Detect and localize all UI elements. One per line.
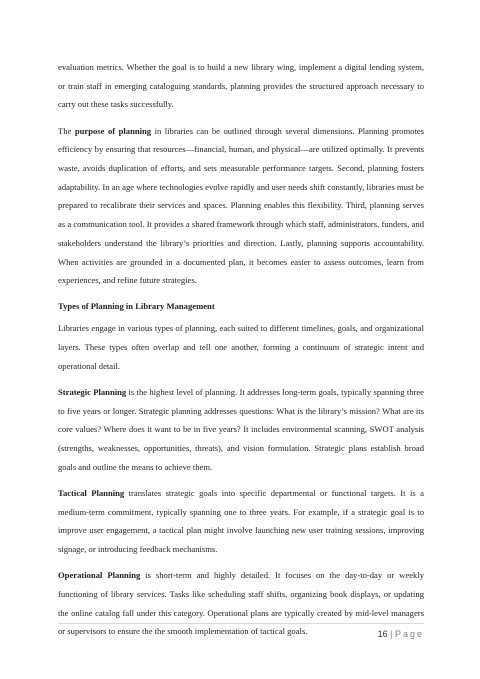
page-separator: | (390, 629, 393, 639)
paragraph-text: evaluation metrics. Whether the goal is to build a new library wing, implement a digital lending system, or train staff in emerging cataloguing standards, planning provides the structured approach necessary to carry out these tasks successfully. (58, 62, 424, 110)
page-number: 16 (377, 629, 388, 639)
paragraph-evaluation (58, 58, 424, 114)
bold-term: Tactical Planning (58, 488, 125, 499)
page-footer (58, 623, 424, 646)
bold-term: Strategic Planning (58, 387, 127, 398)
paragraph-purpose (58, 122, 424, 290)
page-number-label (378, 629, 424, 639)
paragraph-pre: The (58, 125, 75, 136)
paragraph-intro: Libraries engage in various types of planning, each suited to different timelines, goals, and organizational layers. These types often overlap and tell one another, forming a continuum of strategic intent and operational detail. (58, 323, 424, 371)
page-word: Page (394, 629, 424, 639)
paragraph-text: is the highest level of planning. It addresses long-term goals, typically spanning three to five years or longer. Strategic planning addresses questions: What is the library’s mission? What are its core values? Where does it want to be in five years? It includes environmental scanning, SWOT analysis (strengths, weaknesses, opportunities, threats), and vision formulation. Strategic plans establish broad goals and outline the means to achieve them. (58, 387, 424, 472)
section-heading: Types of Planning in Library Management (58, 301, 215, 312)
paragraph-text: translates strategic goals into specific departmental or functional targets. It is a medium-term commitment, typically spanning one to three years. For example, if a strategic goal is to improve user engagement, a tactical plan might involve launching new user training sessions, improving signage, or introducing feedback mechanisms. (58, 488, 424, 555)
bold-term: Operational Planning (58, 570, 141, 581)
paragraph-tactical (58, 484, 424, 559)
bold-term: purpose of planning (74, 125, 152, 136)
paragraph-strategic (58, 383, 424, 477)
paragraph-text: is short-term and highly detailed. It focuses on the day-to-day or weekly functioning of library services. Tasks like scheduling staff shifts, organizing book displays, or updating the online catalog fall under this category. Operational plans are typically created by mid-level managers or supervisors to ensure the the smooth implementation of tactical goals. (58, 570, 425, 637)
document-body (58, 58, 424, 649)
paragraph-text: in libraries can be outlined through several dimensions. Planning promotes efficiency by ensuring that resources—financial, human, and physical—are utilized optimally. It prevents waste, avoids duplication of efforts, and sets measurable performance targets. Second, planning fosters adaptability. In an age where technologies evolve rapidly and user needs shift constantly, libraries must be prepared to recalibrate their services and spaces. Planning enables this flexibility. Third, planning serves as a communication tool. It provides a shared framework through which staff, administrators, funders, and stakeholders understand the library’s priorities and direction. Lastly, planning supports accountability. When activities are grounded in a documented plan, it becomes easier to assess outcomes, learn from experiences, and refine future strategies. (58, 125, 424, 286)
